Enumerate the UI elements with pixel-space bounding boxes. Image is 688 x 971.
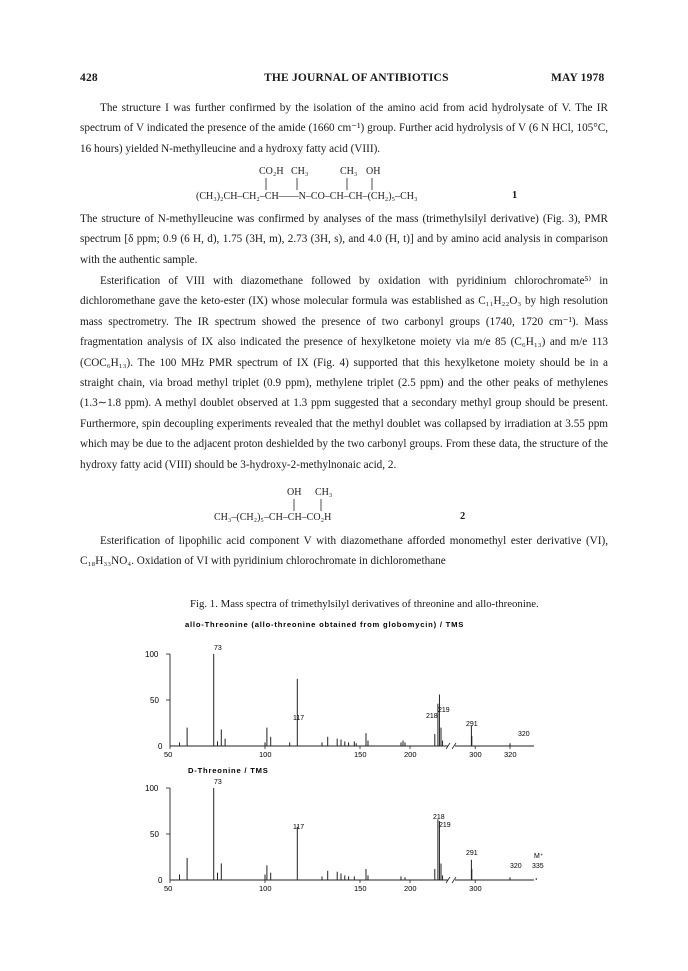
spectrum-2-xtick-50: 50	[164, 884, 173, 893]
spectrum-1-peak-label-320: 320	[518, 731, 530, 738]
spectrum-2-ytick-100: 100	[145, 784, 159, 793]
spectrum-1-peak-label-117: 117	[293, 715, 305, 722]
spectrum-1-xtick-150: 150	[354, 750, 367, 759]
spectrum-1-xtick-100: 100	[259, 750, 272, 759]
formula-1-label-oh: OH	[366, 166, 381, 177]
spectrum-2-peak-label-73: 73	[214, 779, 222, 786]
paragraph-1: The structure I was further confirmed by the isolation of the amino acid from acid hydrolysate of V. The IR spectrum of V indicated the presence of the amide (1660 cm⁻¹) group. Further acid hydrolysis of V (6 N HCl, 105°C, 16 hours) yielded N-methylleucine and a hydroxy fatty acid (VIII).	[80, 102, 608, 155]
formula-2-main: CH₃–(CH₂)₅–CH–CH–CO₂H	[214, 512, 332, 523]
page-number: 428	[80, 72, 98, 84]
spectrum-2-ytick-50: 50	[150, 830, 159, 839]
formula-1-label-ch3-b: CH₃	[340, 166, 358, 177]
formula-2-bonds	[285, 498, 335, 512]
spectrum-2-peak-label-320: 320	[510, 863, 522, 870]
mass-spectra-figure	[130, 618, 570, 918]
formula-1-number: 1	[512, 190, 518, 201]
spectrum-1-peak-label-73: 73	[214, 645, 222, 652]
formula-1-label-co2h: CO₂H	[259, 166, 284, 177]
spectrum-1-peak-label-219: 219	[438, 707, 450, 714]
spectrum-1-ytick-50: 50	[150, 696, 159, 705]
spectrum-2-peak-label-291: 291	[466, 850, 478, 857]
spectrum-2-ytick-0: 0	[158, 876, 163, 885]
spectrum-1-title: allo-Threonine (allo-threonine obtained from globomycin) / TMS	[185, 620, 465, 629]
formula-1-label-ch3-a: CH₃	[291, 166, 309, 177]
spectrum-1-xtick-200: 200	[404, 750, 417, 759]
issue-date: MAY 1978	[551, 72, 605, 84]
spectrum-2-xtick-300: 300	[469, 884, 482, 893]
spectrum-1-xtick-300: 300	[469, 750, 482, 759]
paragraph-4: Esterification of lipophilic acid component V with diazomethane afforded monomethyl ester derivative (VI), C₁₈H₃₃NO₄. Oxidation of VI with pyridinium chlorochromate in dichloromethane	[80, 535, 608, 568]
spectrum-1-xtick-320: 320	[504, 750, 517, 759]
spectrum-panel-d-threonine	[145, 766, 544, 893]
spectrum-2-title: D-Threonine / TMS	[188, 766, 269, 775]
spectrum-2-xtick-200: 200	[404, 884, 417, 893]
spectrum-2-xtick-150: 150	[354, 884, 367, 893]
spectrum-2-peak-label-219: 219	[439, 822, 451, 829]
spectrum-2-peak-label-117: 117	[293, 824, 305, 831]
spectrum-1-peak-label-218: 218	[426, 713, 438, 720]
formula-2-label-ch3: CH₃	[315, 487, 333, 498]
spectrum-1-xtick-50: 50	[164, 750, 173, 759]
journal-title: THE JOURNAL OF ANTIBIOTICS	[264, 72, 449, 84]
paragraph-3: Esterification of VIII with diazomethane followed by oxidation with pyridinium chlorochromate⁵⁾ in dichloromethane gave the keto-ester (IX) whose molecular formula was established as C₁₁H₂₂O₃ by high resolution mass spectrometry. The IR spectrum showed the presence of two carbonyl groups (1740, 1720 cm⁻¹). Mass fragmentation analysis of IX also indicated the presence of hexylketone moiety via m/e 85 (C₆H₁₃) and m/e 113 (COC₆H₁₃). The 100 MHz PMR spectrum of IX (Fig. 4) supported that this hexylketone moiety should be in a straight chain, via broad methyl triplet (0.9 ppm), methylene triplet (2.5 ppm) and the other peaks of methylenes (1.3∼1.8 ppm). A methyl doublet observed at 1.3 ppm suggested that a secondary methyl group should be present. Furthermore, spin decoupling experiments revealed that the methyl doublet was collapsed by irradiation at 3.55 ppm which may be due to the adjacent proton deshielded by the two carbonyl groups. From these data, the structure of the hydroxy fatty acid (VIII) should be 3-hydroxy-2-methylnonaic acid, 2.	[80, 275, 608, 471]
formula-1-main: (CH₃)₂CH–CH₂–CH——N–CO–CH–CH–(CH₂)₅–CH₃	[196, 191, 418, 202]
spectrum-2-peak-label-335: 335	[532, 863, 544, 870]
figure-caption: Fig. 1. Mass spectra of trimethylsilyl derivatives of threonine and allo-threonine.	[190, 598, 539, 610]
spectrum-1-peak-label-291: 291	[466, 721, 478, 728]
formula-1-bonds	[255, 177, 385, 191]
spectrum-2-molecular-ion-label: M⁺	[534, 853, 544, 860]
spectrum-1-ytick-100: 100	[145, 650, 159, 659]
paragraph-2: The structure of N-methylleucine was confirmed by analyses of the mass (trimethylsilyl derivative) (Fig. 3), PMR spectrum [δ ppm; 0.9 (6 H, d), 1.75 (3H, m), 2.73 (3H, s), and 4.0 (H, t)] and by amino acid analysis in comparison with the authentic sample.	[80, 213, 608, 266]
formula-2-label-oh: OH	[287, 487, 302, 498]
spectrum-2-xtick-100: 100	[259, 884, 272, 893]
spectrum-2-peak-label-218: 218	[433, 814, 445, 821]
formula-2-number: 2	[460, 511, 466, 522]
spectrum-panel-allo-threonine	[145, 620, 534, 759]
spectrum-1-ytick-0: 0	[158, 742, 163, 751]
